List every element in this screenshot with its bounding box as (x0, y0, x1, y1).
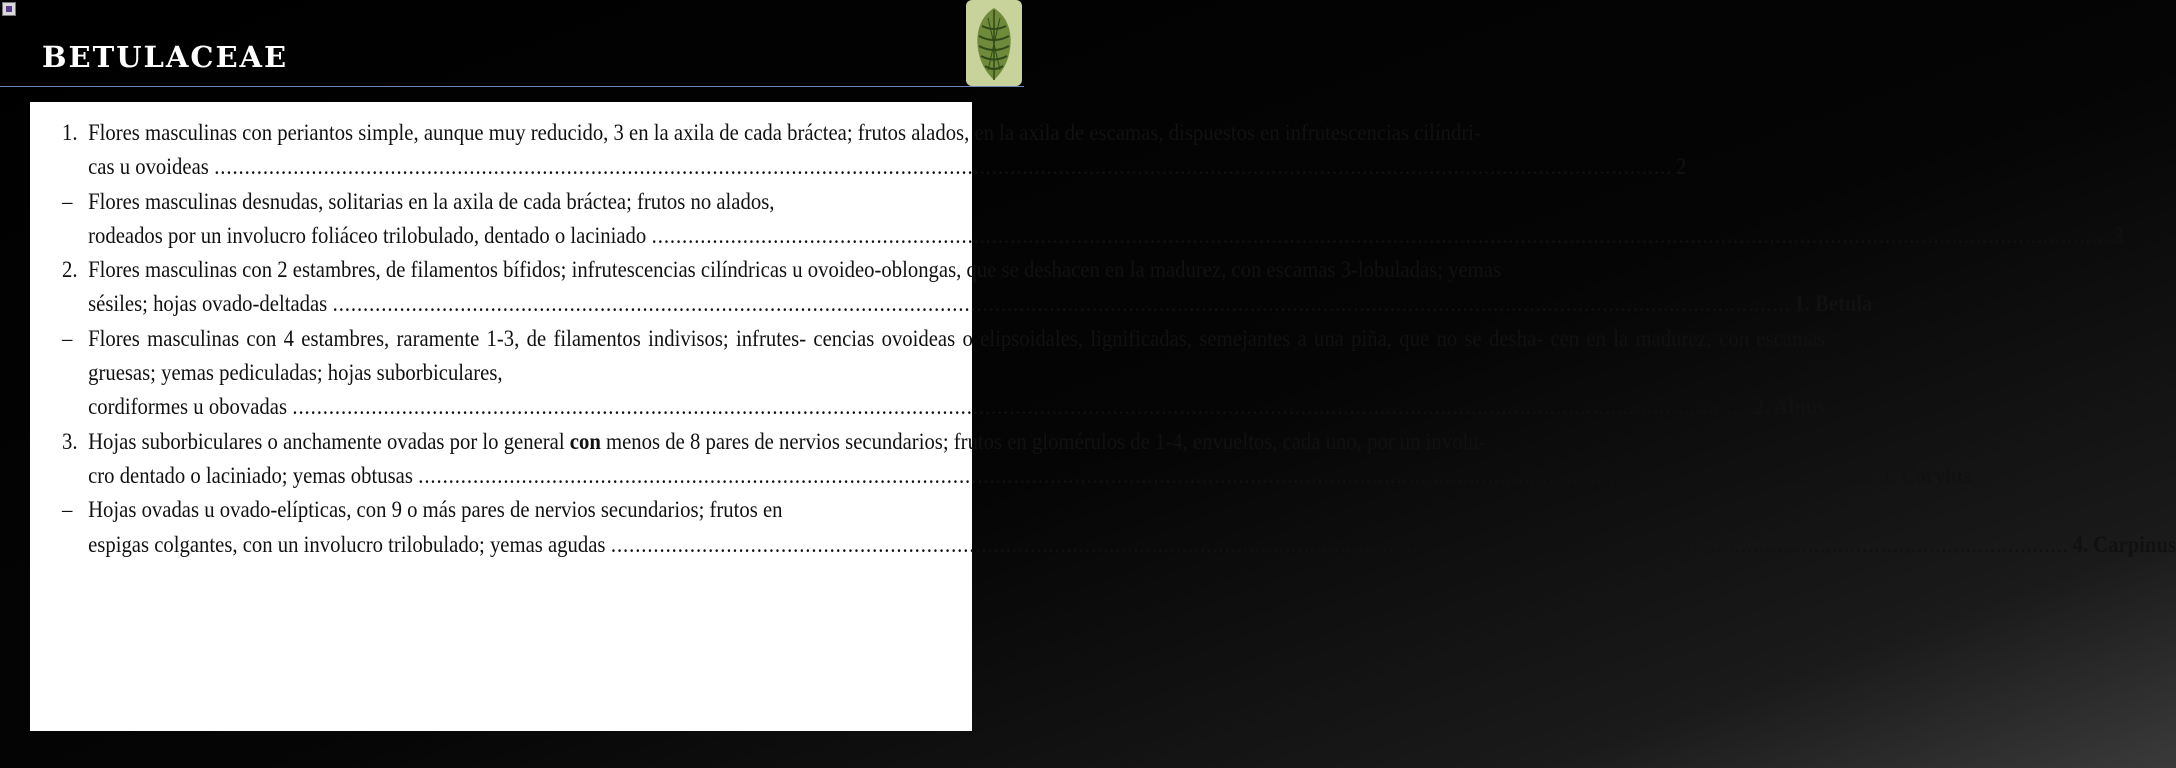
entry-number: 3. (62, 428, 78, 454)
key-entry-2-alt (62, 322, 1826, 425)
identification-key (62, 116, 2176, 562)
entry-number: 2. (62, 257, 78, 283)
dot-leader (611, 528, 2069, 562)
key-entry-3 (62, 425, 1971, 494)
entry-text-start: Hojas suborbiculares o anchamente ovadas por lo general (88, 428, 565, 454)
entry-number: 1. (62, 120, 78, 145)
dot-leader (418, 459, 1876, 493)
dot-leader (652, 219, 2110, 253)
slide-title: BETULACEAE (42, 40, 289, 74)
entry-text: Flores masculinas desnudas, solitarias en la axila de cada bráctea; frutos no alados, (88, 188, 775, 214)
entry-last-line: espigas colgantes, con un involucro trilobulado; yemas agudas (88, 531, 606, 557)
entry-text: Flores masculinas con periantos simple, aunque muy reducido, 3 en la axila de cada bráctea; frutos alados, en la axila de escamas, dispuestos en infrutescencias cilíndri- (88, 120, 1481, 145)
entry-text-emphasis: con (569, 428, 601, 454)
dot-leader (333, 287, 1791, 321)
entry-result: 3 (2113, 222, 2124, 248)
entry-text-end: menos de 8 pares de nervios secundarios; frutos en glomérulos de 1-4, envueltos, cada uno, por un involu- (606, 428, 1486, 454)
entry-result-genus: 3. Corylus (1879, 462, 1971, 488)
entry-result-genus: 4. Carpinus (2072, 531, 2176, 557)
entry-result-genus: 1. Betula (1794, 291, 1873, 317)
key-entry-3-alt (62, 493, 2176, 562)
entry-text: Hojas ovadas u ovado-elípticas, con 9 o más pares de nervios secundarios; frutos en (88, 497, 783, 523)
pine-cone-logo-icon (966, 0, 1022, 86)
entry-last-line: rodeados por un involucro foliáceo trilobulado, dentado o laciniado (88, 222, 647, 248)
entry-text: Flores masculinas con 2 estambres, de filamentos bífidos; infrutescencias cilíndricas u ovoideo-oblongas, que se deshacen en la madurez, con escamas 3-lobuladas; yemas (88, 257, 1502, 283)
dot-leader (214, 150, 1672, 184)
entry-text: Flores masculinas con 4 estambres, raramente 1-3, de filamentos indivisos; infrutes- cencias ovoideas o elipsoidales, lignificadas, semejantes a una piña, que no se desha- cen en la madurez, con escamas gruesas; yemas pediculadas; hojas suborbiculares, (88, 325, 1826, 386)
window-icon (2, 2, 16, 16)
entry-last-line: cro dentado o laciniado; yemas obtusas (88, 462, 413, 488)
dot-leader (292, 390, 1750, 424)
key-entry-1 (62, 116, 1687, 185)
entry-last-line: cas u ovoideas (88, 154, 209, 180)
entry-result-genus: 2. Alnus (1754, 394, 1826, 420)
entry-last-line: cordiformes u obovadas (88, 394, 287, 420)
entry-last-line: sésiles; hojas ovado-deltadas (88, 291, 328, 317)
entry-number: – (62, 497, 73, 523)
botanical-key-image (30, 102, 2176, 731)
entry-result: 2 (1675, 154, 1687, 180)
entry-number: – (62, 325, 73, 351)
key-entry-1-alt (62, 185, 2124, 254)
entry-number: – (62, 188, 73, 214)
title-divider (0, 86, 1024, 87)
key-entry-2 (62, 253, 1873, 322)
